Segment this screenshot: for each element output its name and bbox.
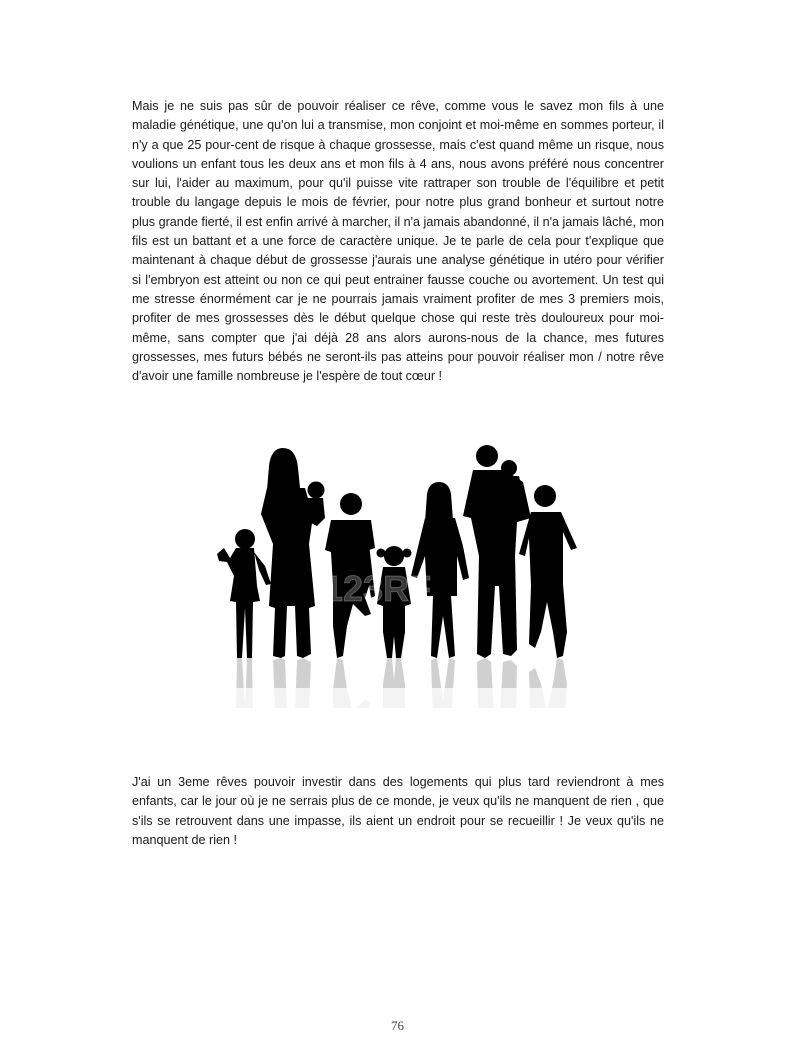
page-number: 76: [391, 1018, 404, 1033]
body-paragraph-1: Mais je ne suis pas sûr de pouvoir réaliser ce rêve, comme vous le savez mon fils à une maladie génétique, une qu'on lui a transmise, mon conjoint et moi-même en sommes porteur, il n'y a que 25 pour-cent de risque à chaque grossesse, mais c'est quand même un risque, nous voulions un enfant tous les deux ans et mon fils à 4 ans, nous avons préféré nous concentrer sur lui, l'aider au maximum, pour qu'il puisse vite rattraper son trouble de l'équilibre et petit trouble du langage depuis le mois de février, pour notre plus grand bonheur et surtout notre plus grande fierté, il est enfin arrivé à marcher, il n'a jamais abandonné, il n'a jamais lâché, mon fils est un battant et a une force de caractère unique. Je te parle de cela pour t'explique que maintenant à chaque début de grossesse j'aurais une analyse génétique in utéro pour vérifier si l'embryon est atteint ou non ce qui peut entrainer fausse couche ou avortement. Un test qui me stresse énormément car je ne pourrais jamais vraiment profiter de mes 3 premiers mois, profiter de mes grossesses dès le début quelque chose qui reste très douloureux pour moi-même, sans compter que j'ai déjà 28 ans alors aurons-nous de la chance, mes futures grossesses, mes futurs bébés ne seront-ils pas atteins pour pouvoir réaliser mon / notre rêve d'avoir une famille nombreuse je l'espère de tout cœur !: [132, 99, 664, 384]
watermark-123rf: 123RF: [323, 568, 432, 609]
family-silhouette-illustration: [205, 436, 590, 736]
body-paragraph-2: J'ai un 3eme rêves pouvoir investir dans des logements qui plus tard reviendront à mes enfants, car le jour où je ne serrais plus de ce monde, je veux qu'ils ne manquent de rien , que s'ils se retrouvent dans une impasse, ils aient un endroit pour se recueillir ! Je veux qu'ils ne manquent de rien !: [132, 775, 664, 847]
